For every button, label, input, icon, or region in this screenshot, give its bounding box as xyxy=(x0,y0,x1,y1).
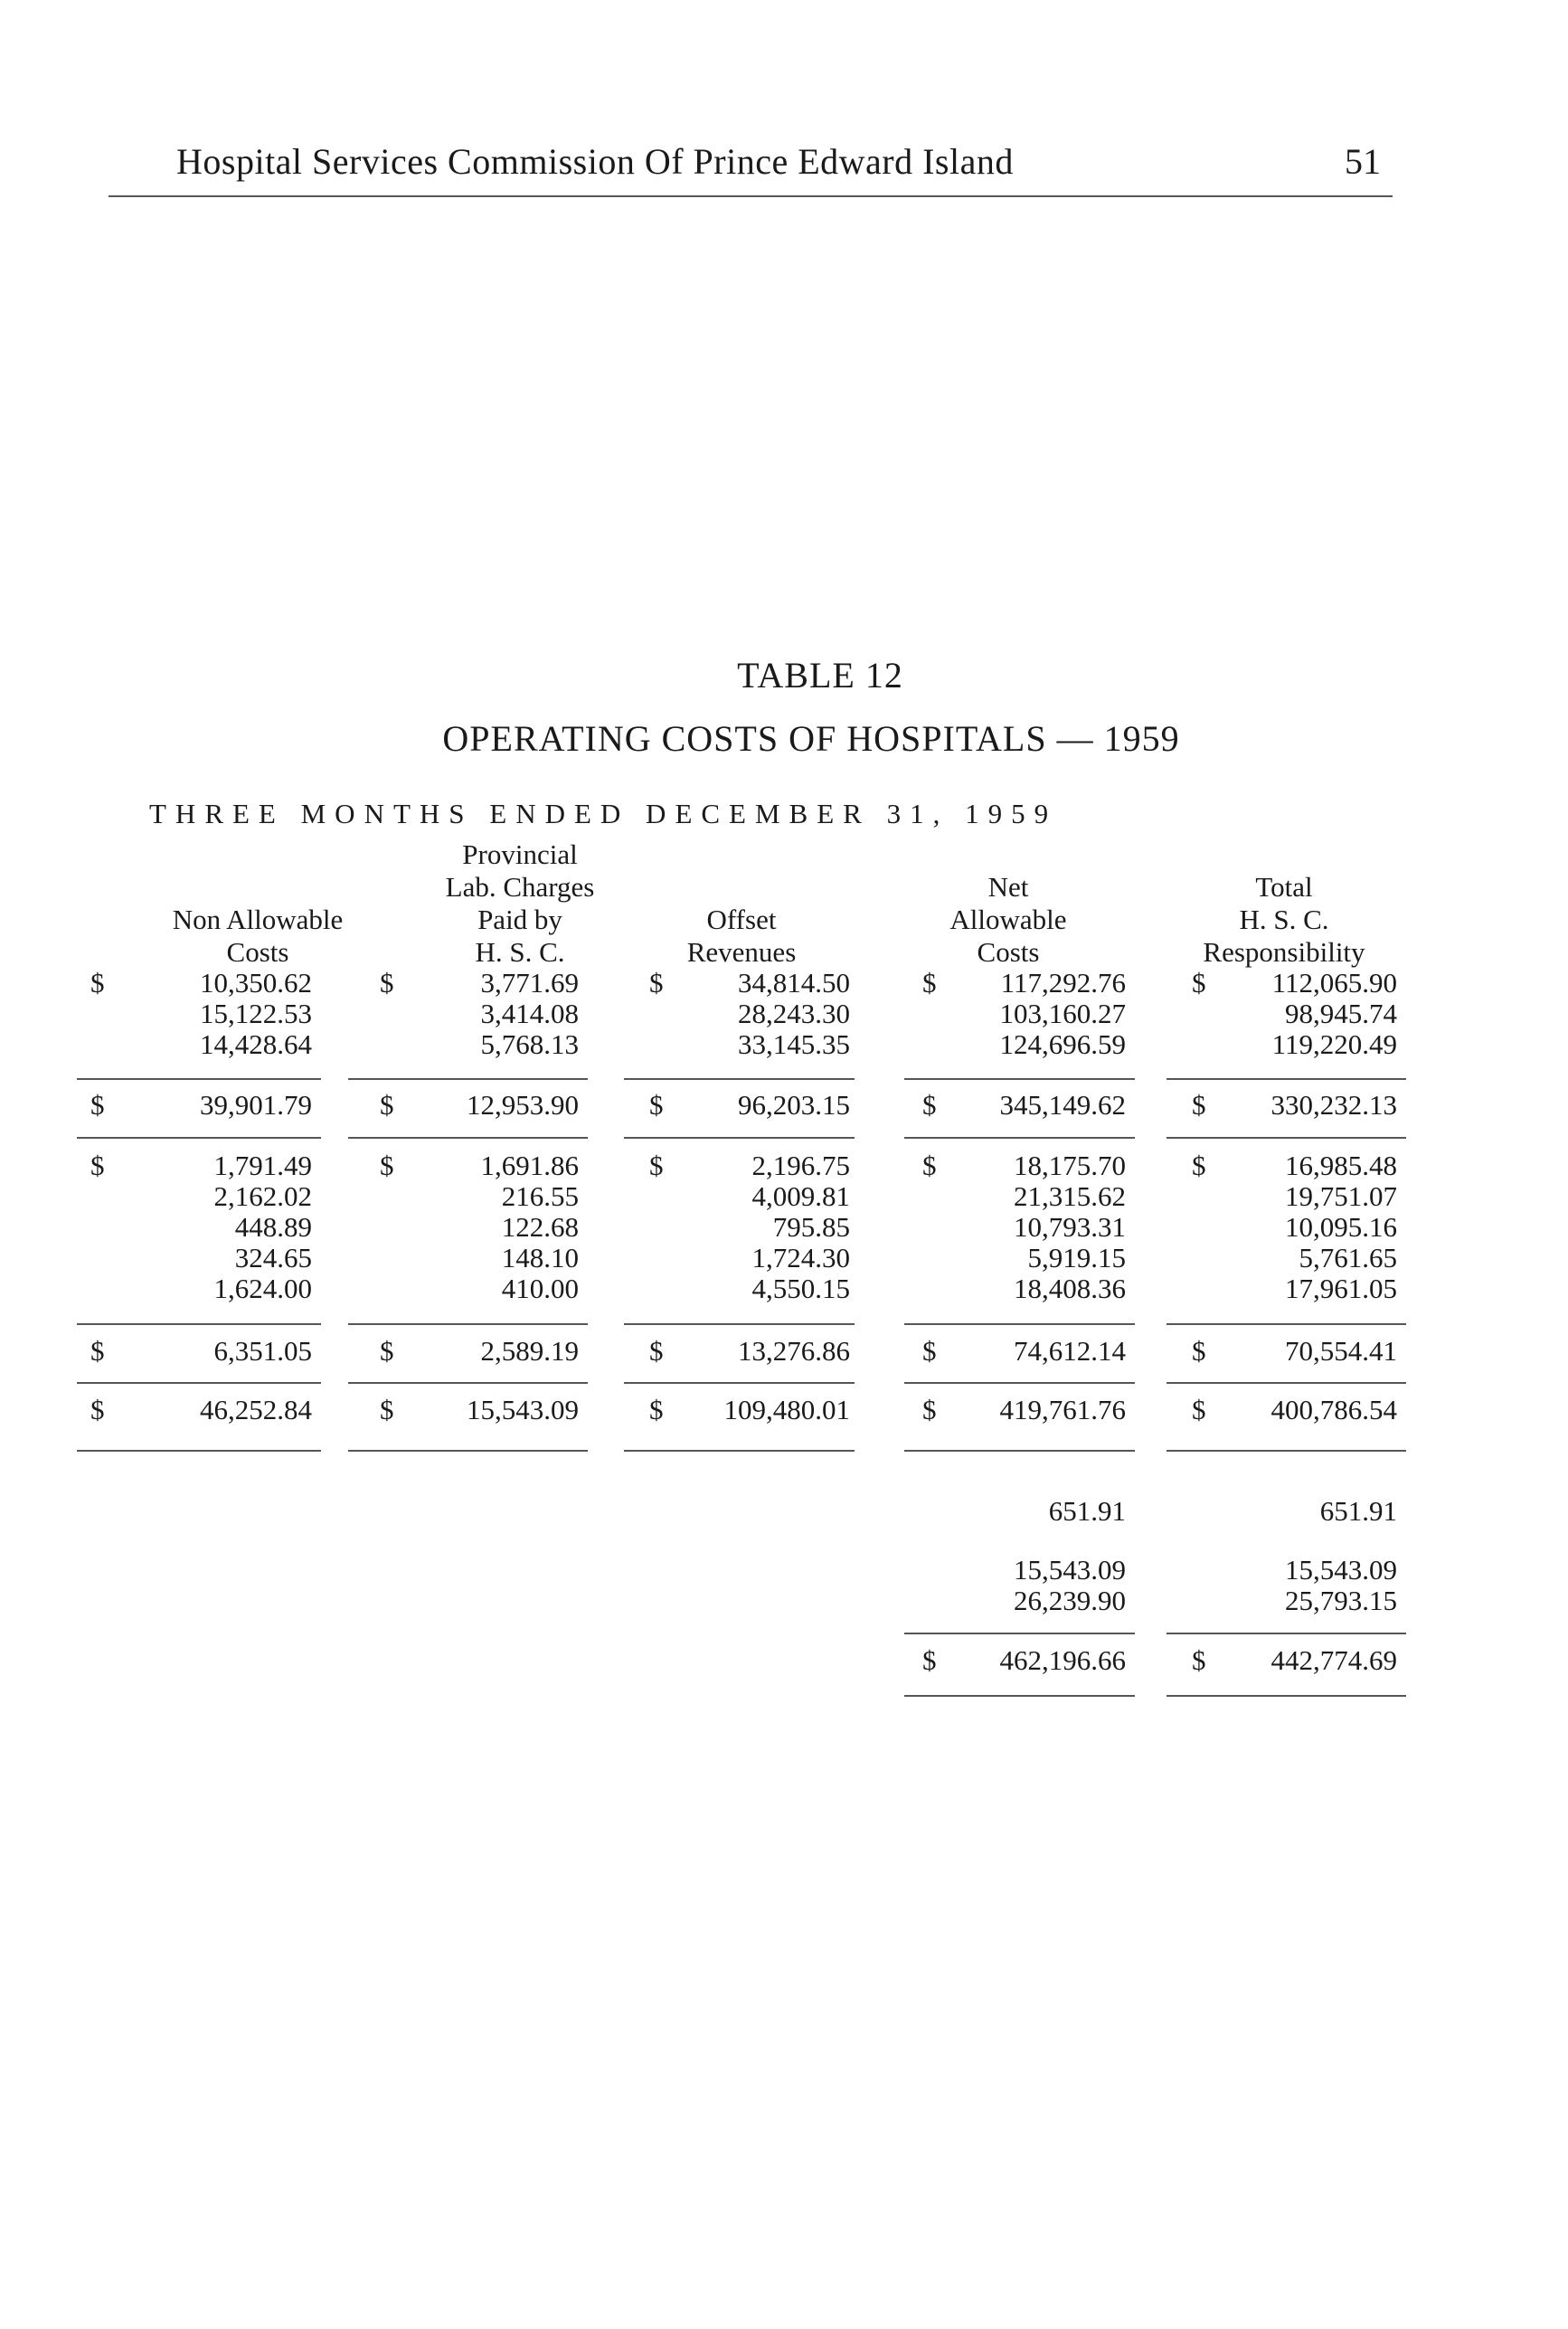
table-row-cell: 3,771.69 xyxy=(480,967,579,999)
table-row-cell: 28,243.30 xyxy=(738,998,850,1029)
table-row-cell: 10,793.31 xyxy=(1014,1211,1126,1243)
table-row-cell: 10,350.62 xyxy=(200,967,312,999)
column-rule xyxy=(348,1450,588,1452)
table-row-cell: 33,145.35 xyxy=(738,1028,850,1060)
column-rule xyxy=(348,1078,588,1080)
grand-total-row-dollar: $ xyxy=(380,1394,394,1425)
final-total-row-cell: 442,774.69 xyxy=(1270,1644,1397,1676)
table-row-dollar: $ xyxy=(380,967,394,999)
table-row-cell: 19,751.07 xyxy=(1285,1180,1397,1212)
column-rule xyxy=(904,1078,1135,1080)
running-head: Hospital Services Commission Of Prince Edward Island xyxy=(176,141,1014,182)
subtotal-row-cell: 345,149.62 xyxy=(999,1089,1126,1121)
grand-total-row-cell: 400,786.54 xyxy=(1270,1394,1397,1425)
column-rule xyxy=(1167,1633,1406,1634)
subtotal-row-dollar: $ xyxy=(380,1089,394,1121)
adjustment-row-cell: 26,239.90 xyxy=(1014,1585,1126,1616)
column-rule xyxy=(1167,1323,1406,1325)
table-row-dollar: $ xyxy=(1192,1150,1206,1181)
column-rule xyxy=(77,1382,321,1384)
table-row-cell: 324.65 xyxy=(234,1242,312,1273)
final-total-row-dollar: $ xyxy=(922,1644,937,1676)
grand-total-row-cell: 15,543.09 xyxy=(467,1394,579,1425)
subtotal-row-cell: 13,276.86 xyxy=(738,1335,850,1367)
subtotal-row-dollar: $ xyxy=(380,1335,394,1367)
table-row-cell: 21,315.62 xyxy=(1014,1180,1126,1212)
header-offset-revenues: Offset Revenues xyxy=(686,904,797,968)
subtotal-row-dollar: $ xyxy=(649,1089,664,1121)
grand-total-row-cell: 419,761.76 xyxy=(999,1394,1126,1425)
table-row-cell: 103,160.27 xyxy=(999,998,1126,1029)
table-row-cell: 216.55 xyxy=(501,1180,579,1212)
table-row-dollar: $ xyxy=(922,967,937,999)
column-rule xyxy=(1167,1695,1406,1697)
table-row-cell: 410.00 xyxy=(501,1273,579,1304)
table-row-cell: 14,428.64 xyxy=(200,1028,312,1060)
table-row-cell: 1,691.86 xyxy=(480,1150,579,1181)
subtotal-row-dollar: $ xyxy=(90,1089,105,1121)
table-row-cell: 18,408.36 xyxy=(1014,1273,1126,1304)
table-row-cell: 117,292.76 xyxy=(1000,967,1126,999)
column-rule xyxy=(1167,1382,1406,1384)
period-subtitle: THREE MONTHS ENDED DECEMBER 31, 1959 xyxy=(149,798,1058,829)
adjustment-row-cell: 651.91 xyxy=(1048,1495,1126,1527)
subtotal-row-cell: 74,612.14 xyxy=(1014,1335,1126,1367)
grand-total-row-dollar: $ xyxy=(649,1394,664,1425)
column-rule xyxy=(624,1450,855,1452)
table-row-cell: 15,122.53 xyxy=(200,998,312,1029)
subtotal-row-cell: 330,232.13 xyxy=(1270,1089,1397,1121)
table-row-cell: 124,696.59 xyxy=(999,1028,1126,1060)
page-number: 51 xyxy=(1345,141,1381,182)
column-rule xyxy=(77,1078,321,1080)
table-row-dollar: $ xyxy=(1192,967,1206,999)
column-rule xyxy=(1167,1137,1406,1139)
subtotal-row-cell: 39,901.79 xyxy=(200,1089,312,1121)
column-rule xyxy=(904,1323,1135,1325)
subtotal-row-dollar: $ xyxy=(1192,1335,1206,1367)
table-row-cell: 795.85 xyxy=(772,1211,850,1243)
table-row-cell: 18,175.70 xyxy=(1014,1150,1126,1181)
table-row-cell: 98,945.74 xyxy=(1285,998,1397,1029)
column-rule xyxy=(904,1695,1135,1697)
grand-total-row-dollar: $ xyxy=(1192,1394,1206,1425)
table-row-dollar: $ xyxy=(649,1150,664,1181)
column-rule xyxy=(904,1450,1135,1452)
column-rule xyxy=(348,1382,588,1384)
column-rule xyxy=(77,1323,321,1325)
column-rule xyxy=(904,1633,1135,1634)
column-rule xyxy=(624,1323,855,1325)
header-net-allowable-costs: Net Allowable Costs xyxy=(949,871,1067,968)
header-lab-charges: Provincial Lab. Charges Paid by H. S. C. xyxy=(445,838,595,968)
column-rule xyxy=(348,1323,588,1325)
column-rule xyxy=(904,1137,1135,1139)
adjustment-row-cell: 25,793.15 xyxy=(1285,1585,1397,1616)
table-row-cell: 3,414.08 xyxy=(480,998,579,1029)
column-rule xyxy=(77,1137,321,1139)
subtotal-row-dollar: $ xyxy=(90,1335,105,1367)
subtotal-row-dollar: $ xyxy=(922,1335,937,1367)
table-row-cell: 16,985.48 xyxy=(1285,1150,1397,1181)
subtotal-row-dollar: $ xyxy=(922,1089,937,1121)
table-heading: OPERATING COSTS OF HOSPITALS — 1959 xyxy=(442,718,1180,759)
grand-total-row-dollar: $ xyxy=(90,1394,105,1425)
subtotal-row-cell: 12,953.90 xyxy=(467,1089,579,1121)
table-row-dollar: $ xyxy=(380,1150,394,1181)
table-title: TABLE 12 xyxy=(737,655,903,696)
column-rule xyxy=(904,1382,1135,1384)
adjustment-row-cell: 15,543.09 xyxy=(1285,1554,1397,1586)
header-total-hsc-responsibility: Total H. S. C. Responsibility xyxy=(1203,871,1365,968)
table-row-cell: 5,761.65 xyxy=(1299,1242,1397,1273)
table-row-dollar: $ xyxy=(922,1150,937,1181)
column-rule xyxy=(624,1137,855,1139)
table-row-cell: 4,009.81 xyxy=(751,1180,850,1212)
table-row-cell: 2,196.75 xyxy=(751,1150,850,1181)
column-rule xyxy=(624,1078,855,1080)
grand-total-row-cell: 46,252.84 xyxy=(200,1394,312,1425)
adjustment-row-cell: 15,543.09 xyxy=(1014,1554,1126,1586)
subtotal-row-cell: 70,554.41 xyxy=(1285,1335,1397,1367)
table-row-cell: 1,624.00 xyxy=(213,1273,312,1304)
column-rule xyxy=(77,1450,321,1452)
final-total-row-cell: 462,196.66 xyxy=(999,1644,1126,1676)
column-rule xyxy=(624,1382,855,1384)
table-row-cell: 1,791.49 xyxy=(213,1150,312,1181)
subtotal-row-cell: 96,203.15 xyxy=(738,1089,850,1121)
table-row-cell: 4,550.15 xyxy=(751,1273,850,1304)
table-row-cell: 148.10 xyxy=(501,1242,579,1273)
table-row-cell: 448.89 xyxy=(234,1211,312,1243)
table-row-cell: 34,814.50 xyxy=(738,967,850,999)
column-rule xyxy=(1167,1078,1406,1080)
subtotal-row-cell: 2,589.19 xyxy=(480,1335,579,1367)
table-row-cell: 119,220.49 xyxy=(1271,1028,1397,1060)
table-row-cell: 1,724.30 xyxy=(751,1242,850,1273)
table-row-dollar: $ xyxy=(90,1150,105,1181)
grand-total-row-dollar: $ xyxy=(922,1394,937,1425)
table-row-cell: 5,919.15 xyxy=(1027,1242,1126,1273)
table-row-cell: 5,768.13 xyxy=(480,1028,579,1060)
table-row-cell: 10,095.16 xyxy=(1285,1211,1397,1243)
adjustment-row-cell: 651.91 xyxy=(1319,1495,1397,1527)
column-rule xyxy=(348,1137,588,1139)
subtotal-row-cell: 6,351.05 xyxy=(213,1335,312,1367)
table-row-cell: 122.68 xyxy=(501,1211,579,1243)
grand-total-row-cell: 109,480.01 xyxy=(723,1394,850,1425)
subtotal-row-dollar: $ xyxy=(649,1335,664,1367)
table-row-cell: 112,065.90 xyxy=(1271,967,1397,999)
final-total-row-dollar: $ xyxy=(1192,1644,1206,1676)
table-row-dollar: $ xyxy=(90,967,105,999)
table-row-cell: 2,162.02 xyxy=(213,1180,312,1212)
subtotal-row-dollar: $ xyxy=(1192,1089,1206,1121)
table-row-dollar: $ xyxy=(649,967,664,999)
header-non-allowable-costs: Non Allowable Costs xyxy=(172,904,344,968)
header-rule xyxy=(109,195,1393,197)
table-row-cell: 17,961.05 xyxy=(1285,1273,1397,1304)
column-rule xyxy=(1167,1450,1406,1452)
